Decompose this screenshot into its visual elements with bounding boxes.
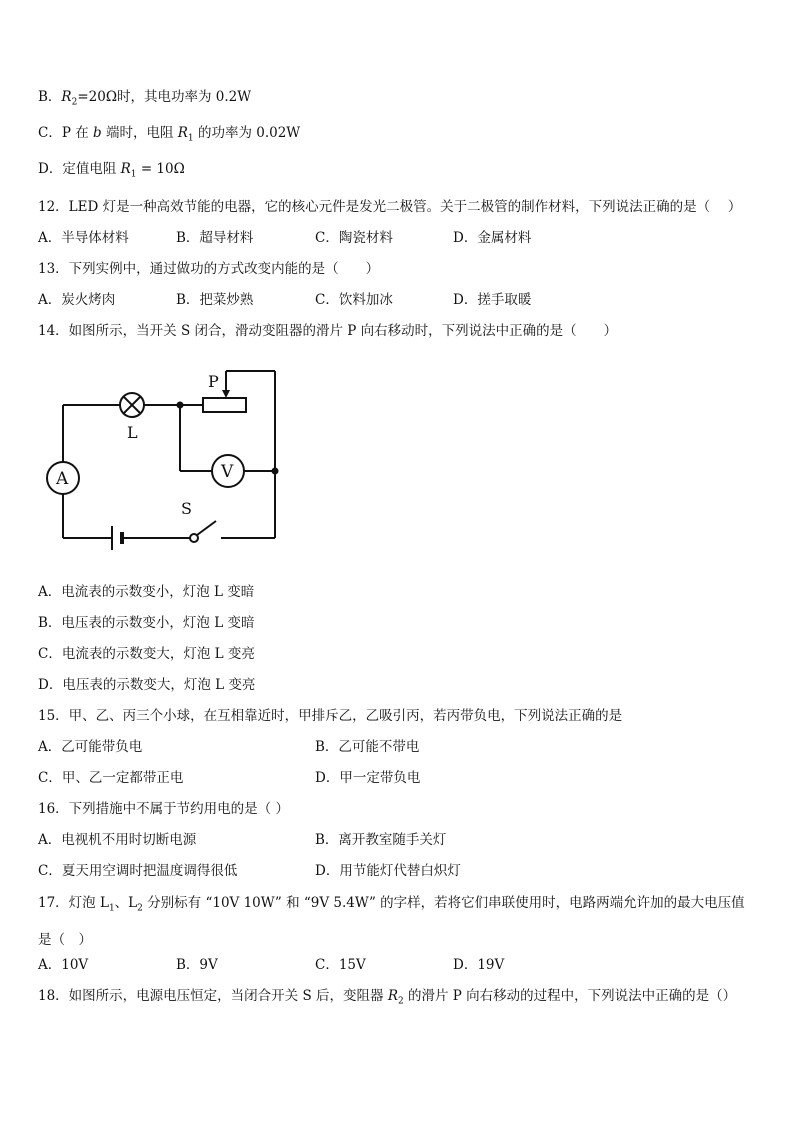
q14-option-c: C．电流表的示数变大，灯泡 L 变亮 — [38, 646, 255, 662]
q16-option-d: D．用节能灯代替白炽灯 — [315, 863, 461, 879]
q12-option-b: B．超导材料 — [176, 230, 254, 246]
q12-option-a: A．半导体材料 — [38, 230, 129, 246]
q15-option-c: C．甲、乙一定都带正电 — [38, 770, 184, 786]
q17-option-c: C．15V — [315, 957, 366, 973]
q13-option-a: A．炭火烤肉 — [38, 292, 116, 308]
q17-option-b: B．9V — [176, 957, 218, 973]
ammeter-label: A — [56, 469, 69, 489]
q14-circuit-diagram — [40, 362, 290, 562]
q16-option-c: C．夏天用空调时把温度调得很低 — [38, 863, 238, 879]
q13-option-d: D．搓手取暖 — [453, 292, 532, 308]
battery-icon — [112, 526, 122, 550]
q14-option-b: B．电压表的示数变小，灯泡 L 变暗 — [38, 615, 255, 631]
q11-option-b: B．$R_2=20\Omega$时，其电功率为 0.2W — [38, 89, 252, 108]
lamp-label: L — [127, 423, 138, 442]
voltmeter-label: V — [221, 462, 234, 482]
q13-option-c: C．饮料加冰 — [315, 292, 393, 308]
switch-label: S — [181, 499, 192, 518]
q18-stem: 18．如图所示，电源电压恒定，当闭合开关 S 后，变阻器 $R_2$ 的滑片 P 向右移动的过程中，下列说法中正确的是（） — [38, 988, 737, 1007]
q15-option-b: B．乙可能不带电 — [315, 739, 420, 755]
q14-option-a: A．电流表的示数变小，灯泡 L 变暗 — [38, 584, 255, 600]
q15-option-d: D．甲一定带负电 — [315, 770, 421, 786]
q12-stem: 12．LED 灯是一种高效节能的电器，它的核心元件是发光二极管。关于二极管的制作材料，下列说法正确的是（ ） — [38, 199, 742, 215]
q11-option-d: D．定值电阻 $R_1 = 10\Omega$ — [38, 161, 185, 180]
q17-option-d: D．19V — [453, 957, 505, 973]
rheostat-icon — [203, 398, 246, 412]
q13-option-b: B．把菜炒熟 — [176, 292, 254, 308]
switch-icon — [190, 534, 198, 542]
q16-stem: 16．下列措施中不属于节约用电的是（ ） — [38, 801, 289, 817]
slider-label: P — [208, 372, 219, 391]
q14-option-d: D．电压表的示数变大，灯泡 L 变亮 — [38, 677, 256, 693]
q17-stem: 17．灯泡 $L_1$、$L_2$ 分别标有 “10V 10W” 和 “9V 5.4W” 的字样，若将它们串联使用时，电路两端允许加的最大电压值是（ ） — [38, 895, 745, 948]
q11-option-c: C．P 在 b 端时，电阻 $R_1$ 的功率为 0.02W — [38, 125, 301, 144]
q17-option-a: A．10V — [38, 957, 89, 973]
q14-stem: 14．如图所示，当开关 S 闭合，滑动变阻器的滑片 P 向右移动时，下列说法中正确的是（ ） — [38, 323, 618, 339]
q16-option-b: B．离开教室随手关灯 — [315, 832, 447, 848]
q15-stem: 15．甲、乙、丙三个小球，在互相靠近时，甲排斥乙，乙吸引丙，若丙带负电，下列说法正确的是 — [38, 708, 623, 724]
q16-option-a: A．电视机不用时切断电源 — [38, 832, 197, 848]
q15-option-a: A．乙可能带负电 — [38, 739, 143, 755]
q12-option-c: C．陶瓷材料 — [315, 230, 393, 246]
q12-option-d: D．金属材料 — [453, 230, 532, 246]
q13-stem: 13．下列实例中，通过做功的方式改变内能的是（ ） — [38, 261, 380, 277]
